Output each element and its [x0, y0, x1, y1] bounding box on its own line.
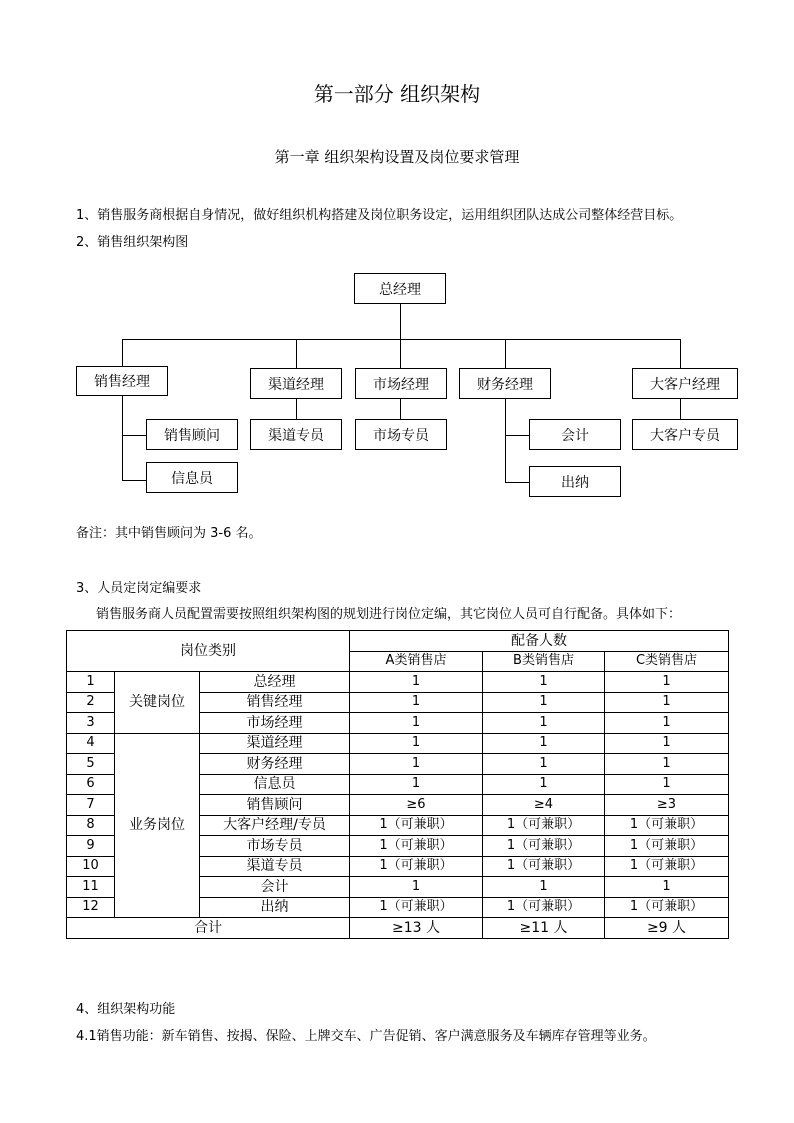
row-number: 2	[67, 692, 115, 713]
paragraph-4: 4、组织架构功能	[76, 1002, 176, 1017]
position-name: 渠道专员	[200, 856, 350, 877]
count-store-a: ≥6	[350, 795, 483, 816]
position-name: 市场经理	[200, 713, 350, 734]
header-store-c: C类销售店	[605, 651, 729, 672]
count-store-c: 1	[605, 672, 729, 693]
org-node-market-specialist: 市场专员	[355, 419, 447, 450]
table-total-row	[67, 918, 729, 939]
position-name: 大客户经理/专员	[200, 815, 350, 836]
org-node-accountant: 会计	[529, 419, 621, 450]
org-node-market-manager: 市场经理	[355, 368, 447, 399]
total-label: 合计	[67, 918, 350, 939]
total-store-c: ≥9 人	[605, 918, 729, 939]
total-store-b: ≥11 人	[483, 918, 605, 939]
table-header-row	[67, 631, 729, 652]
org-node-channel-manager: 渠道经理	[250, 368, 342, 399]
header-staffing: 配备人数	[350, 631, 729, 652]
group-key-positions: 关键岗位	[115, 672, 200, 734]
count-store-a: 1	[350, 774, 483, 795]
note: 备注：其中销售顾问为 3-6 名。	[76, 526, 262, 541]
count-store-c: 1	[605, 877, 729, 898]
org-node-sales-manager: 销售经理	[76, 366, 168, 396]
row-number: 9	[67, 836, 115, 857]
group-business-positions: 业务岗位	[115, 733, 200, 918]
org-node-general-manager: 总经理	[354, 273, 446, 304]
part-title: 第一部分 组织架构	[313, 82, 481, 106]
count-store-a: 1	[350, 877, 483, 898]
position-name: 会计	[200, 877, 350, 898]
row-number: 5	[67, 754, 115, 775]
count-store-c: 1（可兼职）	[605, 897, 729, 918]
count-store-b: 1	[483, 754, 605, 775]
org-node-sales-consultant: 销售顾问	[146, 419, 238, 450]
count-store-c: 1	[605, 713, 729, 734]
row-number: 10	[67, 856, 115, 877]
count-store-c: 1（可兼职）	[605, 836, 729, 857]
staffing-table	[66, 630, 729, 939]
position-name: 市场专员	[200, 836, 350, 857]
count-store-b: 1（可兼职）	[483, 897, 605, 918]
org-node-key-account-specialist: 大客户专员	[632, 419, 738, 450]
row-number: 8	[67, 815, 115, 836]
paragraph-1: 1、销售服务商根据自身情况，做好组织机构搭建及岗位职务设定，运用组织团队达成公司整体经营目标。	[76, 208, 683, 223]
paragraph-3: 3、人员定岗定编要求	[76, 581, 202, 596]
row-number: 11	[67, 877, 115, 898]
count-store-a: 1	[350, 692, 483, 713]
org-node-key-account-manager: 大客户经理	[632, 368, 738, 399]
count-store-b: 1	[483, 672, 605, 693]
count-store-a: 1（可兼职）	[350, 815, 483, 836]
position-name: 总经理	[200, 672, 350, 693]
count-store-a: 1	[350, 713, 483, 734]
header-position-category: 岗位类别	[67, 631, 350, 672]
count-store-c: 1（可兼职）	[605, 815, 729, 836]
header-store-a: A类销售店	[350, 651, 483, 672]
position-name: 销售顾问	[200, 795, 350, 816]
count-store-a: 1	[350, 672, 483, 693]
org-node-channel-specialist: 渠道专员	[250, 419, 342, 450]
header-store-b: B类销售店	[483, 651, 605, 672]
position-name: 财务经理	[200, 754, 350, 775]
position-name: 出纳	[200, 897, 350, 918]
paragraph-4-1: 4.1销售功能：新车销售、按揭、保险、上牌交车、广告促销、客户满意服务及车辆库存管理等业务。	[76, 1029, 656, 1044]
org-node-finance-manager: 财务经理	[459, 368, 551, 399]
count-store-c: 1	[605, 733, 729, 754]
row-number: 1	[67, 672, 115, 693]
count-store-b: 1（可兼职）	[483, 836, 605, 857]
count-store-b: 1	[483, 713, 605, 734]
position-name: 信息员	[200, 774, 350, 795]
count-store-c: 1（可兼职）	[605, 856, 729, 877]
count-store-b: 1	[483, 733, 605, 754]
count-store-c: 1	[605, 692, 729, 713]
row-number: 6	[67, 774, 115, 795]
row-number: 3	[67, 713, 115, 734]
paragraph-2: 2、销售组织架构图	[76, 235, 189, 250]
count-store-b: 1	[483, 877, 605, 898]
count-store-a: 1（可兼职）	[350, 897, 483, 918]
count-store-b: 1（可兼职）	[483, 815, 605, 836]
position-name: 渠道经理	[200, 733, 350, 754]
paragraph-3-desc: 销售服务商人员配置需要按照组织架构图的规划进行岗位定编，其它岗位人员可自行配备。具体如下：	[96, 607, 682, 622]
position-name: 销售经理	[200, 692, 350, 713]
count-store-a: 1（可兼职）	[350, 856, 483, 877]
total-store-a: ≥13 人	[350, 918, 483, 939]
count-store-a: 1（可兼职）	[350, 836, 483, 857]
count-store-b: 1	[483, 692, 605, 713]
row-number: 4	[67, 733, 115, 754]
count-store-b: 1（可兼职）	[483, 856, 605, 877]
org-node-cashier: 出纳	[529, 466, 621, 497]
count-store-c: ≥3	[605, 795, 729, 816]
count-store-a: 1	[350, 733, 483, 754]
row-number: 12	[67, 897, 115, 918]
table-row	[67, 733, 729, 754]
count-store-c: 1	[605, 774, 729, 795]
row-number: 7	[67, 795, 115, 816]
table-row	[67, 672, 729, 693]
chapter-title: 第一章 组织架构设置及岗位要求管理	[274, 148, 520, 166]
count-store-b: ≥4	[483, 795, 605, 816]
count-store-b: 1	[483, 774, 605, 795]
count-store-a: 1	[350, 754, 483, 775]
count-store-c: 1	[605, 754, 729, 775]
org-node-info-clerk: 信息员	[146, 462, 238, 493]
